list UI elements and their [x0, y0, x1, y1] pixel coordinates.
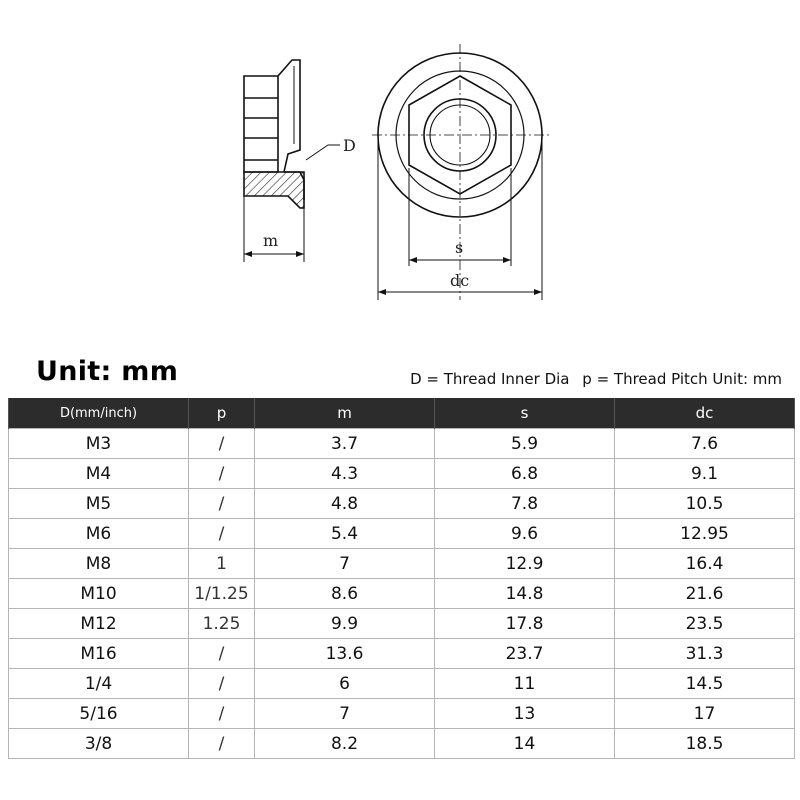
dimension-table: [8, 398, 795, 759]
cell-m: 8.2: [255, 729, 435, 759]
cell-p: 1/1.25: [189, 579, 255, 609]
cell-s: 14.8: [435, 579, 615, 609]
cell-dc: 16.4: [615, 549, 795, 579]
cell-p: /: [189, 669, 255, 699]
cell-s: 12.9: [435, 549, 615, 579]
cell-D: M3: [9, 429, 189, 459]
table-row: [9, 489, 795, 519]
cell-m: 4.3: [255, 459, 435, 489]
table-row: [9, 429, 795, 459]
cell-D: 1/4: [9, 669, 189, 699]
side-view: [244, 60, 340, 262]
table-row: [9, 669, 795, 699]
cell-dc: 23.5: [615, 609, 795, 639]
cell-m: 6: [255, 669, 435, 699]
cell-m: 7: [255, 699, 435, 729]
cell-m: 13.6: [255, 639, 435, 669]
legend-p-definition: p = Thread Pitch Unit: mm: [582, 370, 782, 388]
cell-dc: 12.95: [615, 519, 795, 549]
cell-dc: 17: [615, 699, 795, 729]
cell-dc: 21.6: [615, 579, 795, 609]
label-m: m: [263, 231, 279, 250]
cell-p: /: [189, 489, 255, 519]
cell-m: 4.8: [255, 489, 435, 519]
cell-m: 3.7: [255, 429, 435, 459]
header-p: p: [189, 398, 255, 429]
cell-p: /: [189, 519, 255, 549]
table-row: [9, 609, 795, 639]
cell-dc: 31.3: [615, 639, 795, 669]
cell-p: /: [189, 639, 255, 669]
cell-dc: 10.5: [615, 489, 795, 519]
header-s: s: [435, 398, 615, 429]
cell-s: 14: [435, 729, 615, 759]
cell-p: /: [189, 729, 255, 759]
cell-dc: 18.5: [615, 729, 795, 759]
cell-p: /: [189, 459, 255, 489]
label-s: s: [455, 238, 464, 257]
front-view: [372, 44, 552, 300]
legend-d-definition: D = Thread Inner Dia: [410, 370, 570, 388]
cell-D: M8: [9, 549, 189, 579]
cell-D: M16: [9, 639, 189, 669]
table-row: [9, 519, 795, 549]
label-D: D: [343, 136, 356, 155]
table-row: [9, 579, 795, 609]
cell-m: 5.4: [255, 519, 435, 549]
unit-title: Unit: mm: [36, 356, 179, 387]
cell-s: 17.8: [435, 609, 615, 639]
cell-dc: 14.5: [615, 669, 795, 699]
header-D: D(mm/inch): [9, 398, 189, 429]
table-row: [9, 729, 795, 759]
cell-D: M12: [9, 609, 189, 639]
cell-s: 13: [435, 699, 615, 729]
header-m: m: [255, 398, 435, 429]
cell-p: 1.25: [189, 609, 255, 639]
table-row: [9, 549, 795, 579]
cell-dc: 9.1: [615, 459, 795, 489]
cell-D: 3/8: [9, 729, 189, 759]
cell-D: M5: [9, 489, 189, 519]
header-dc: dc: [615, 398, 795, 429]
table-body: [9, 429, 795, 759]
cell-s: 7.8: [435, 489, 615, 519]
cell-s: 5.9: [435, 429, 615, 459]
cell-D: M6: [9, 519, 189, 549]
cell-p: /: [189, 429, 255, 459]
flange-nut-drawing: [0, 0, 800, 320]
cell-p: /: [189, 699, 255, 729]
cell-D: M10: [9, 579, 189, 609]
cell-s: 11: [435, 669, 615, 699]
table-row: [9, 459, 795, 489]
cell-m: 7: [255, 549, 435, 579]
cell-p: 1: [189, 549, 255, 579]
cell-s: 9.6: [435, 519, 615, 549]
cell-D: M4: [9, 459, 189, 489]
table-row: [9, 699, 795, 729]
cell-D: 5/16: [9, 699, 189, 729]
label-dc: dc: [450, 271, 470, 290]
cell-dc: 7.6: [615, 429, 795, 459]
legend: [410, 370, 782, 388]
table-row: [9, 639, 795, 669]
cell-s: 6.8: [435, 459, 615, 489]
cell-m: 8.6: [255, 579, 435, 609]
table-header-row: [9, 398, 795, 429]
cell-s: 23.7: [435, 639, 615, 669]
cell-m: 9.9: [255, 609, 435, 639]
